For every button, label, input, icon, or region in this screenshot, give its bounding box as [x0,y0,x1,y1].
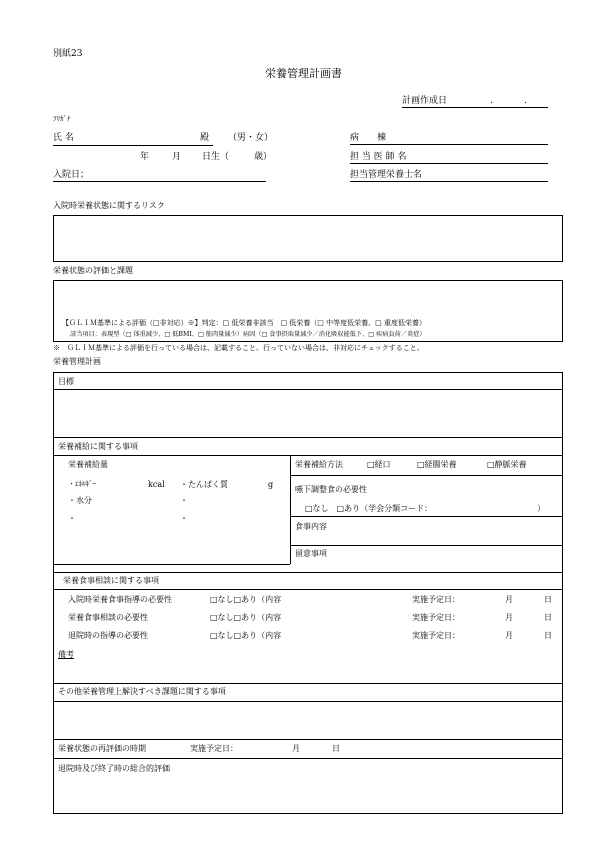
glim-line1: 【ＧＬＩＭ基準による評価（□非対応）※】判定：□ 低栄養非該当 □ 低栄養（□ 中等度低栄養、□ 重度低栄養） [62,319,426,327]
goal-field[interactable] [54,389,562,438]
plan-date-sep1: . [490,96,493,106]
plan-date-label: 計画作成日 [402,96,448,106]
birth-day-label: 日生（ [202,152,230,162]
plan-date-sep2: . [524,96,527,106]
doctor-label: 担 当 医 師 名 [350,152,407,162]
supplement-amount-label: 栄養補給量 [68,460,108,469]
counseling-row-1-options[interactable]: □なし□あり（内容 [210,595,282,604]
birth-year-label: 年 [140,152,150,162]
notes-label: 留意事項 [295,549,327,558]
dietitian-label: 担当管理栄養士名 [350,170,423,180]
counseling-row-2-options[interactable]: □なし□あり（内容 [210,613,282,622]
bullet-2: ・ [68,514,76,523]
reeval-date-label: 実施予定日： [190,744,238,753]
glim-line2: 該当項目：表現型（□ 体重減少、□ 低BMI、□ 筋肉量減少）病因（□ 食事摂取量減少／消化吸収能低下、□ 疾病負荷／炎症） [70,331,426,338]
dysphagia-label: 嚥下調整食の必要性 [295,485,367,494]
final-eval-field[interactable] [54,778,562,812]
gender-field[interactable]: （男・女） [228,133,274,143]
admission-label: 入院日； [53,170,90,180]
counseling-row-2-day: 日 [544,613,552,622]
dysphagia-close: ） [537,504,545,513]
reeval-day: 日 [332,744,340,753]
method-label: 栄養補給方法 [295,460,343,469]
energy-label: ・ｴﾈﾙｷﾞｰ [68,480,96,488]
furigana-label: ﾌﾘｶﾞﾅ [53,115,71,123]
bullet-1: ・ [180,496,188,505]
doc-number: 別紙23 [53,49,83,59]
counseling-row-1-day: 日 [544,595,552,604]
counseling-row-3-label: 退院時の指導の必要性 [68,631,148,640]
bullet-3: ・ [180,514,188,523]
reeval-label: 栄養状態の再評価の時期 [58,744,146,753]
reeval-month: 月 [292,744,300,753]
method-iv-checkbox[interactable]: □静脈栄養 [487,460,527,469]
plan-title: 栄養管理計画 [53,357,101,366]
counseling-row-1-label: 入院時栄養食事指導の必要性 [68,595,172,604]
gram-unit: g [268,480,274,489]
risk-box[interactable] [53,215,563,262]
other-title: その他栄養管理上解決すべき課題に関する事項 [58,687,226,696]
kcal-unit: kcal [148,480,165,489]
doctor-line [350,163,548,164]
goal-label: 目標 [58,377,74,386]
other-field[interactable] [54,702,562,739]
name-label: 氏 名 [53,133,74,143]
birth-month-label: 月 [172,152,182,162]
admission-line [53,181,266,182]
page-title: 栄養管理計画書 [265,67,342,80]
counseling-row-3-date-label: 実施予定日： [412,631,460,640]
counseling-row-2-label: 栄養食事相談の必要性 [68,613,148,622]
counseling-title: 栄養食事相談に関する事項 [63,576,159,585]
supplement-title: 栄養補給に関する事項 [58,442,138,451]
dietitian-line [350,181,548,182]
counseling-row-1-month: 月 [505,595,513,604]
honorific: 殿 [200,133,210,143]
method-enteral-checkbox[interactable]: □経腸栄養 [417,460,457,469]
counseling-row-3-day: 日 [544,631,552,640]
name-line [53,145,213,146]
counseling-row-2-month: 月 [505,613,513,622]
counseling-row-3-month: 月 [505,631,513,640]
dysphagia-options[interactable]: □なし □あり（学会分類コード： [305,504,433,513]
method-oral-checkbox[interactable]: □経口 [367,460,391,469]
plan-date-line [402,107,548,108]
counseling-row-1-date-label: 実施予定日： [412,595,460,604]
counseling-row-2-date-label: 実施予定日： [412,613,460,622]
risk-title: 入院時栄養状態に関するリスク [53,201,165,210]
age-label: 歳） [254,152,273,162]
meal-content-label: 食事内容 [295,522,327,531]
eval-title: 栄養状態の評価と課題 [53,266,133,275]
ward-label: 病 棟 [350,133,387,143]
final-eval-label: 退院時及び終了時の総合的評価 [58,764,170,773]
protein-label: ・たんぱく質 [180,480,228,489]
ward-line [350,144,548,145]
counseling-row-3-options[interactable]: □なし□あり（内容 [210,631,282,640]
remarks-label: 備考 [58,650,74,659]
glim-note: ※ ＧＬＩＭ基準による評価を行っている場合は、記載すること。行っていない場合は、非対応にチェックすること。 [53,344,424,352]
water-label: ・水分 [68,496,92,505]
